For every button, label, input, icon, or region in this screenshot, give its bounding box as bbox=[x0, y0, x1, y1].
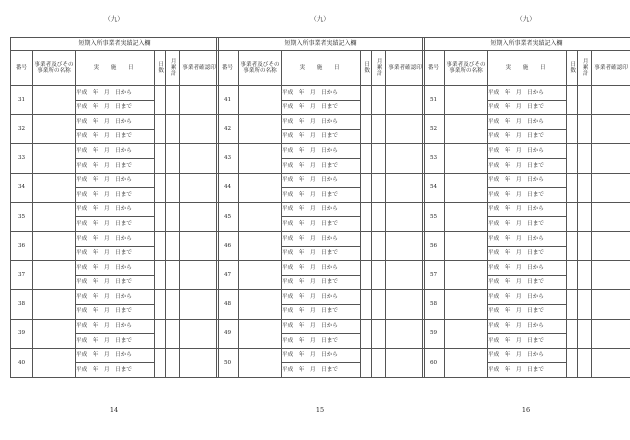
provider-name-field[interactable] bbox=[33, 144, 76, 173]
monthly-total-field[interactable] bbox=[578, 173, 592, 202]
row-number: 46 bbox=[217, 231, 239, 260]
date-from-field[interactable]: 平成 年 月 日から bbox=[76, 115, 155, 130]
row-number: 56 bbox=[423, 231, 445, 260]
row-number: 50 bbox=[217, 348, 239, 377]
page-number: 15 bbox=[315, 406, 325, 414]
row-number: 53 bbox=[423, 144, 445, 173]
monthly-total-field[interactable] bbox=[166, 86, 180, 115]
header-monthly-total-label: 月累計 bbox=[581, 57, 588, 76]
date-to-field[interactable]: 平成 年 月 日まで bbox=[488, 100, 567, 115]
days-field[interactable] bbox=[155, 144, 166, 173]
date-from-field[interactable]: 平成 年 月 日から bbox=[488, 261, 567, 276]
row-number: 42 bbox=[217, 115, 239, 144]
monthly-total-field[interactable] bbox=[166, 231, 180, 260]
date-from-field[interactable]: 平成 年 月 日から bbox=[488, 202, 567, 217]
days-field[interactable] bbox=[567, 319, 578, 348]
provider-name-field[interactable] bbox=[33, 173, 76, 202]
row-number: 41 bbox=[217, 86, 239, 115]
confirm-stamp-field[interactable] bbox=[180, 348, 219, 377]
date-from-field[interactable]: 平成 年 月 日から bbox=[76, 348, 155, 363]
monthly-total-field[interactable] bbox=[578, 261, 592, 290]
provider-name-field[interactable] bbox=[239, 290, 282, 319]
date-to-field[interactable]: 平成 年 月 日まで bbox=[488, 217, 567, 232]
row-number: 33 bbox=[11, 144, 33, 173]
provider-name-field[interactable] bbox=[33, 319, 76, 348]
date-from-field[interactable]: 平成 年 月 日から bbox=[282, 144, 361, 159]
row-number: 59 bbox=[423, 319, 445, 348]
date-from-field[interactable]: 平成 年 月 日から bbox=[488, 319, 567, 334]
confirm-stamp-field[interactable] bbox=[592, 261, 630, 290]
provider-name-field[interactable] bbox=[33, 86, 76, 115]
monthly-total-field[interactable] bbox=[578, 202, 592, 231]
date-from-field[interactable]: 平成 年 月 日から bbox=[488, 115, 567, 130]
monthly-total-field[interactable] bbox=[578, 231, 592, 260]
provider-name-field[interactable] bbox=[445, 348, 488, 377]
days-field[interactable] bbox=[155, 261, 166, 290]
date-to-field[interactable]: 平成 年 月 日まで bbox=[282, 363, 361, 378]
provider-name-field[interactable] bbox=[445, 261, 488, 290]
monthly-total-field[interactable] bbox=[372, 173, 386, 202]
form-page-2 bbox=[216, 0, 424, 440]
form-page-3 bbox=[422, 0, 630, 440]
monthly-total-field[interactable] bbox=[166, 261, 180, 290]
row-number: 31 bbox=[11, 86, 33, 115]
provider-name-field[interactable] bbox=[239, 115, 282, 144]
header-days-label: 日数 bbox=[363, 60, 370, 73]
provider-name-field[interactable] bbox=[445, 173, 488, 202]
provider-name-field[interactable] bbox=[445, 319, 488, 348]
date-from-field[interactable]: 平成 年 月 日から bbox=[488, 173, 567, 188]
provider-name-field[interactable] bbox=[445, 144, 488, 173]
monthly-total-field[interactable] bbox=[372, 231, 386, 260]
provider-name-field[interactable] bbox=[33, 202, 76, 231]
days-field[interactable] bbox=[155, 231, 166, 260]
confirm-stamp-field[interactable] bbox=[180, 173, 219, 202]
confirm-stamp-field[interactable] bbox=[592, 173, 630, 202]
days-field[interactable] bbox=[361, 115, 372, 144]
date-to-field[interactable]: 平成 年 月 日まで bbox=[76, 100, 155, 115]
date-to-field[interactable]: 平成 年 月 日まで bbox=[76, 217, 155, 232]
confirm-stamp-field[interactable] bbox=[386, 348, 425, 377]
date-from-field[interactable]: 平成 年 月 日から bbox=[76, 144, 155, 159]
date-from-field[interactable]: 平成 年 月 日から bbox=[282, 202, 361, 217]
monthly-total-field[interactable] bbox=[166, 290, 180, 319]
row-number: 60 bbox=[423, 348, 445, 377]
monthly-total-field[interactable] bbox=[578, 115, 592, 144]
days-field[interactable] bbox=[361, 231, 372, 260]
date-from-field[interactable]: 平成 年 月 日から bbox=[488, 144, 567, 159]
provider-name-field[interactable] bbox=[445, 86, 488, 115]
days-field[interactable] bbox=[567, 231, 578, 260]
date-from-field[interactable]: 平成 年 月 日から bbox=[282, 348, 361, 363]
provider-name-field[interactable] bbox=[445, 231, 488, 260]
header-provider: 事業者及びその事業所の名称 bbox=[33, 51, 76, 86]
date-from-field[interactable]: 平成 年 月 日から bbox=[76, 86, 155, 101]
page-number: 16 bbox=[521, 406, 531, 414]
row-number: 35 bbox=[11, 202, 33, 231]
date-to-field[interactable]: 平成 年 月 日まで bbox=[488, 129, 567, 144]
row-number: 48 bbox=[217, 290, 239, 319]
section-label: （九） bbox=[310, 15, 330, 23]
confirm-stamp-field[interactable] bbox=[592, 231, 630, 260]
confirm-stamp-field[interactable] bbox=[592, 86, 630, 115]
date-to-field[interactable]: 平成 年 月 日まで bbox=[282, 129, 361, 144]
days-field[interactable] bbox=[155, 290, 166, 319]
provider-name-field[interactable] bbox=[445, 115, 488, 144]
form-page-1 bbox=[10, 0, 218, 440]
date-from-field[interactable]: 平成 年 月 日から bbox=[488, 86, 567, 101]
confirm-stamp-field[interactable] bbox=[180, 86, 219, 115]
monthly-total-field[interactable] bbox=[578, 86, 592, 115]
confirm-stamp-field[interactable] bbox=[386, 86, 425, 115]
provider-name-field[interactable] bbox=[33, 261, 76, 290]
record-table bbox=[10, 37, 219, 378]
provider-name-field[interactable] bbox=[239, 348, 282, 377]
row-number: 58 bbox=[423, 290, 445, 319]
row-number: 37 bbox=[11, 261, 33, 290]
days-field[interactable] bbox=[361, 173, 372, 202]
table-title: 短期入所事業者実績記入欄 bbox=[217, 38, 425, 51]
monthly-total-field[interactable] bbox=[578, 319, 592, 348]
provider-name-field[interactable] bbox=[239, 144, 282, 173]
date-to-field[interactable]: 平成 年 月 日まで bbox=[282, 304, 361, 319]
provider-name-field[interactable] bbox=[239, 261, 282, 290]
date-to-field[interactable]: 平成 年 月 日まで bbox=[76, 334, 155, 349]
days-field[interactable] bbox=[361, 261, 372, 290]
header-monthly-total bbox=[578, 51, 592, 86]
page-number: 14 bbox=[109, 406, 119, 414]
date-to-field[interactable]: 平成 年 月 日まで bbox=[488, 304, 567, 319]
days-field[interactable] bbox=[361, 202, 372, 231]
date-to-field[interactable]: 平成 年 月 日まで bbox=[282, 188, 361, 203]
confirm-stamp-field[interactable] bbox=[180, 261, 219, 290]
days-field[interactable] bbox=[155, 202, 166, 231]
provider-name-field[interactable] bbox=[33, 348, 76, 377]
days-field[interactable] bbox=[567, 202, 578, 231]
header-days bbox=[155, 51, 166, 86]
confirm-stamp-field[interactable] bbox=[180, 144, 219, 173]
record-table bbox=[216, 37, 425, 378]
date-from-field[interactable]: 平成 年 月 日から bbox=[76, 173, 155, 188]
date-from-field[interactable]: 平成 年 月 日から bbox=[488, 348, 567, 363]
days-field[interactable] bbox=[567, 86, 578, 115]
date-from-field[interactable]: 平成 年 月 日から bbox=[488, 290, 567, 305]
date-to-field[interactable]: 平成 年 月 日まで bbox=[76, 158, 155, 173]
date-to-field[interactable]: 平成 年 月 日まで bbox=[282, 246, 361, 261]
provider-name-field[interactable] bbox=[33, 290, 76, 319]
header-monthly-total-label: 月累計 bbox=[375, 57, 382, 76]
days-field[interactable] bbox=[361, 144, 372, 173]
days-field[interactable] bbox=[567, 144, 578, 173]
header-confirm: 事業者確認印 bbox=[386, 51, 425, 86]
confirm-stamp-field[interactable] bbox=[592, 144, 630, 173]
row-number: 51 bbox=[423, 86, 445, 115]
monthly-total-field[interactable] bbox=[372, 86, 386, 115]
date-to-field[interactable]: 平成 年 月 日まで bbox=[488, 334, 567, 349]
header-monthly-total-label: 月累計 bbox=[169, 57, 176, 76]
monthly-total-field[interactable] bbox=[166, 144, 180, 173]
header-days bbox=[361, 51, 372, 86]
header-days-label: 日数 bbox=[157, 60, 164, 73]
date-to-field[interactable]: 平成 年 月 日まで bbox=[76, 304, 155, 319]
days-field[interactable] bbox=[155, 173, 166, 202]
confirm-stamp-field[interactable] bbox=[180, 290, 219, 319]
days-field[interactable] bbox=[567, 173, 578, 202]
days-field[interactable] bbox=[361, 348, 372, 377]
monthly-total-field[interactable] bbox=[166, 173, 180, 202]
confirm-stamp-field[interactable] bbox=[386, 231, 425, 260]
row-number: 32 bbox=[11, 115, 33, 144]
confirm-stamp-field[interactable] bbox=[180, 202, 219, 231]
provider-name-field[interactable] bbox=[445, 202, 488, 231]
monthly-total-field[interactable] bbox=[372, 290, 386, 319]
record-table bbox=[422, 37, 630, 378]
date-to-field[interactable]: 平成 年 月 日まで bbox=[488, 363, 567, 378]
confirm-stamp-field[interactable] bbox=[180, 231, 219, 260]
days-field[interactable] bbox=[567, 290, 578, 319]
days-field[interactable] bbox=[155, 348, 166, 377]
header-provider: 事業者及びその事業所の名称 bbox=[445, 51, 488, 86]
confirm-stamp-field[interactable] bbox=[592, 290, 630, 319]
header-provider: 事業者及びその事業所の名称 bbox=[239, 51, 282, 86]
date-to-field[interactable]: 平成 年 月 日まで bbox=[488, 158, 567, 173]
confirm-stamp-field[interactable] bbox=[386, 202, 425, 231]
header-monthly-total bbox=[166, 51, 180, 86]
days-field[interactable] bbox=[155, 86, 166, 115]
confirm-stamp-field[interactable] bbox=[592, 319, 630, 348]
row-number: 47 bbox=[217, 261, 239, 290]
row-number: 38 bbox=[11, 290, 33, 319]
date-from-field[interactable]: 平成 年 月 日から bbox=[282, 319, 361, 334]
provider-name-field[interactable] bbox=[239, 173, 282, 202]
date-to-field[interactable]: 平成 年 月 日まで bbox=[488, 246, 567, 261]
date-to-field[interactable]: 平成 年 月 日まで bbox=[76, 275, 155, 290]
confirm-stamp-field[interactable] bbox=[386, 115, 425, 144]
row-number: 43 bbox=[217, 144, 239, 173]
row-number: 39 bbox=[11, 319, 33, 348]
days-field[interactable] bbox=[567, 261, 578, 290]
monthly-total-field[interactable] bbox=[578, 348, 592, 377]
monthly-total-field[interactable] bbox=[578, 290, 592, 319]
date-from-field[interactable]: 平成 年 月 日から bbox=[282, 290, 361, 305]
days-field[interactable] bbox=[361, 86, 372, 115]
date-from-field[interactable]: 平成 年 月 日から bbox=[76, 290, 155, 305]
date-to-field[interactable]: 平成 年 月 日まで bbox=[76, 188, 155, 203]
monthly-total-field[interactable] bbox=[372, 348, 386, 377]
monthly-total-field[interactable] bbox=[166, 348, 180, 377]
monthly-total-field[interactable] bbox=[166, 115, 180, 144]
days-field[interactable] bbox=[155, 115, 166, 144]
table-title: 短期入所事業者実績記入欄 bbox=[423, 38, 630, 51]
header-period: 実 施 日 bbox=[488, 51, 567, 86]
date-to-field[interactable]: 平成 年 月 日まで bbox=[282, 334, 361, 349]
confirm-stamp-field[interactable] bbox=[386, 173, 425, 202]
provider-name-field[interactable] bbox=[33, 231, 76, 260]
date-from-field[interactable]: 平成 年 月 日から bbox=[76, 202, 155, 217]
row-number: 44 bbox=[217, 173, 239, 202]
monthly-total-field[interactable] bbox=[372, 115, 386, 144]
monthly-total-field[interactable] bbox=[372, 261, 386, 290]
row-number: 54 bbox=[423, 173, 445, 202]
confirm-stamp-field[interactable] bbox=[386, 261, 425, 290]
header-number: 番号 bbox=[217, 51, 239, 86]
provider-name-field[interactable] bbox=[239, 202, 282, 231]
days-field[interactable] bbox=[361, 319, 372, 348]
confirm-stamp-field[interactable] bbox=[592, 202, 630, 231]
confirm-stamp-field[interactable] bbox=[592, 115, 630, 144]
date-from-field[interactable]: 平成 年 月 日から bbox=[282, 231, 361, 246]
header-confirm: 事業者確認印 bbox=[592, 51, 630, 86]
date-from-field[interactable]: 平成 年 月 日から bbox=[76, 319, 155, 334]
confirm-stamp-field[interactable] bbox=[180, 115, 219, 144]
header-monthly-total bbox=[372, 51, 386, 86]
provider-name-field[interactable] bbox=[33, 115, 76, 144]
table-title: 短期入所事業者実績記入欄 bbox=[11, 38, 219, 51]
header-confirm: 事業者確認印 bbox=[180, 51, 219, 86]
row-number: 40 bbox=[11, 348, 33, 377]
date-from-field[interactable]: 平成 年 月 日から bbox=[282, 115, 361, 130]
row-number: 52 bbox=[423, 115, 445, 144]
header-days-label: 日数 bbox=[569, 60, 576, 73]
header-period: 実 施 日 bbox=[282, 51, 361, 86]
confirm-stamp-field[interactable] bbox=[386, 290, 425, 319]
days-field[interactable] bbox=[567, 115, 578, 144]
monthly-total-field[interactable] bbox=[166, 319, 180, 348]
row-number: 55 bbox=[423, 202, 445, 231]
monthly-total-field[interactable] bbox=[372, 202, 386, 231]
confirm-stamp-field[interactable] bbox=[592, 348, 630, 377]
date-from-field[interactable]: 平成 年 月 日から bbox=[282, 173, 361, 188]
date-to-field[interactable]: 平成 年 月 日まで bbox=[76, 129, 155, 144]
row-number: 49 bbox=[217, 319, 239, 348]
section-label: （九） bbox=[516, 15, 536, 23]
date-from-field[interactable]: 平成 年 月 日から bbox=[76, 231, 155, 246]
date-to-field[interactable]: 平成 年 月 日まで bbox=[488, 275, 567, 290]
date-to-field[interactable]: 平成 年 月 日まで bbox=[76, 246, 155, 261]
date-from-field[interactable]: 平成 年 月 日から bbox=[282, 86, 361, 101]
date-to-field[interactable]: 平成 年 月 日まで bbox=[282, 275, 361, 290]
monthly-total-field[interactable] bbox=[372, 319, 386, 348]
date-to-field[interactable]: 平成 年 月 日まで bbox=[282, 100, 361, 115]
date-from-field[interactable]: 平成 年 月 日から bbox=[76, 261, 155, 276]
provider-name-field[interactable] bbox=[445, 290, 488, 319]
provider-name-field[interactable] bbox=[239, 319, 282, 348]
header-period: 実 施 日 bbox=[76, 51, 155, 86]
provider-name-field[interactable] bbox=[239, 86, 282, 115]
row-number: 36 bbox=[11, 231, 33, 260]
header-number: 番号 bbox=[11, 51, 33, 86]
date-to-field[interactable]: 平成 年 月 日まで bbox=[488, 188, 567, 203]
days-field[interactable] bbox=[567, 348, 578, 377]
date-to-field[interactable]: 平成 年 月 日まで bbox=[282, 217, 361, 232]
date-from-field[interactable]: 平成 年 月 日から bbox=[282, 261, 361, 276]
provider-name-field[interactable] bbox=[239, 231, 282, 260]
monthly-total-field[interactable] bbox=[166, 202, 180, 231]
confirm-stamp-field[interactable] bbox=[386, 319, 425, 348]
row-number: 34 bbox=[11, 173, 33, 202]
row-number: 57 bbox=[423, 261, 445, 290]
date-from-field[interactable]: 平成 年 月 日から bbox=[488, 231, 567, 246]
monthly-total-field[interactable] bbox=[372, 144, 386, 173]
section-label: （九） bbox=[104, 15, 124, 23]
monthly-total-field[interactable] bbox=[578, 144, 592, 173]
days-field[interactable] bbox=[155, 319, 166, 348]
row-number: 45 bbox=[217, 202, 239, 231]
confirm-stamp-field[interactable] bbox=[180, 319, 219, 348]
date-to-field[interactable]: 平成 年 月 日まで bbox=[76, 363, 155, 378]
date-to-field[interactable]: 平成 年 月 日まで bbox=[282, 158, 361, 173]
header-days bbox=[567, 51, 578, 86]
confirm-stamp-field[interactable] bbox=[386, 144, 425, 173]
days-field[interactable] bbox=[361, 290, 372, 319]
header-number: 番号 bbox=[423, 51, 445, 86]
